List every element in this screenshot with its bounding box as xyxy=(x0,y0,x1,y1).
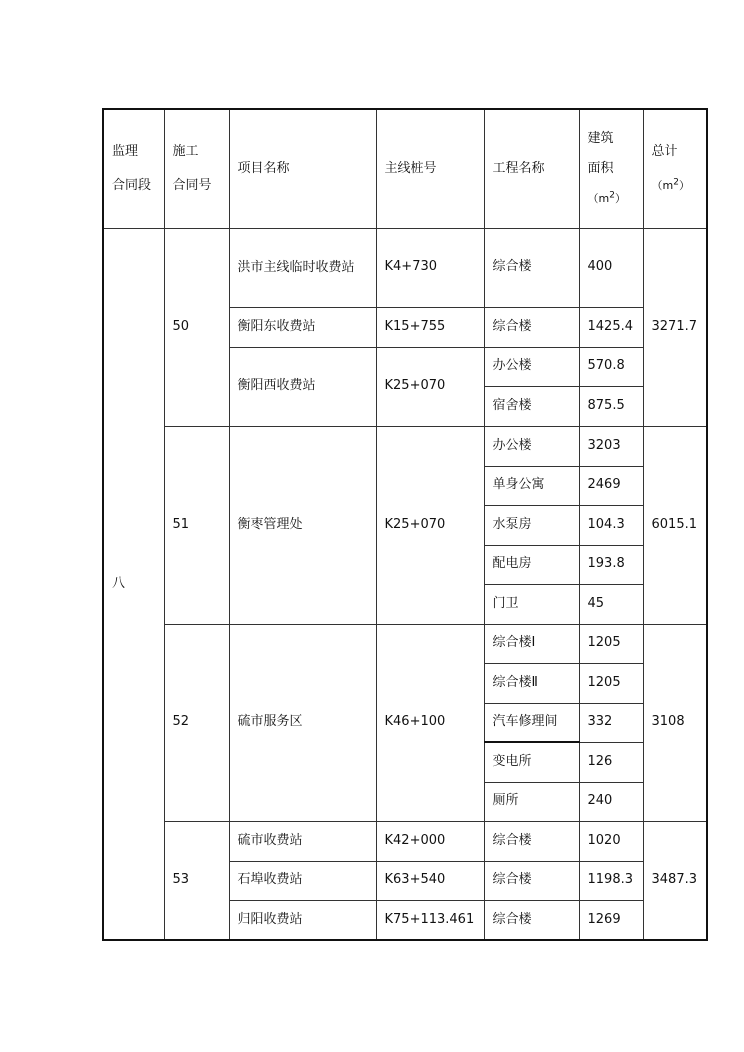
project-name: 硫市服务区 xyxy=(229,624,376,821)
area: 1269 xyxy=(579,900,643,940)
project-name: 洪市主线临时收费站 xyxy=(229,228,376,307)
header-area-line1: 建筑 xyxy=(587,130,614,146)
area: 400 xyxy=(579,228,643,307)
header-total-unit-exp: 2 xyxy=(673,177,679,188)
header-area-unit-close: ） xyxy=(614,191,626,205)
header-contract-line1: 施工 xyxy=(172,143,199,159)
work-name: 综合楼 xyxy=(484,307,579,347)
header-project: 项目名称 xyxy=(229,109,376,228)
header-total xyxy=(643,109,707,228)
area: 3203 xyxy=(579,426,643,466)
contract-total: 3108 xyxy=(643,624,707,821)
header-row xyxy=(103,109,707,228)
project-name: 石埠收费站 xyxy=(229,861,376,900)
table-row xyxy=(103,426,707,466)
work-name: 汽车修理间 xyxy=(484,703,579,742)
header-area-line2: 面积 xyxy=(587,160,614,176)
area: 126 xyxy=(579,742,643,782)
header-contract xyxy=(164,109,229,228)
area: 45 xyxy=(579,584,643,624)
area: 240 xyxy=(579,782,643,821)
work-name: 综合楼Ⅱ xyxy=(484,663,579,703)
station: K4+730 xyxy=(376,228,484,307)
header-segment-line1: 监理 xyxy=(112,143,139,159)
header-area-unit-exp: 2 xyxy=(609,190,615,201)
station: K42+000 xyxy=(376,821,484,861)
work-name: 变电所 xyxy=(484,742,579,782)
table-row xyxy=(103,228,707,307)
header-total-unit-close: ） xyxy=(678,178,690,192)
area: 570.8 xyxy=(579,347,643,386)
segment-cell: 八 xyxy=(103,228,164,940)
table-row xyxy=(103,821,707,861)
project-name: 硫市收费站 xyxy=(229,821,376,861)
header-segment xyxy=(103,109,164,228)
area: 1205 xyxy=(579,624,643,663)
header-work: 工程名称 xyxy=(484,109,579,228)
work-name: 单身公寓 xyxy=(484,466,579,505)
contract-no: 51 xyxy=(164,426,229,624)
work-name: 办公楼 xyxy=(484,347,579,386)
work-name: 宿舍楼 xyxy=(484,386,579,426)
area: 1425.4 xyxy=(579,307,643,347)
station: K46+100 xyxy=(376,624,484,821)
header-contract-line2: 合同号 xyxy=(172,177,212,193)
station: K63+540 xyxy=(376,861,484,900)
station: K25+070 xyxy=(376,426,484,624)
header-total-unit xyxy=(652,179,690,192)
contract-total: 3487.3 xyxy=(643,821,707,940)
table-row xyxy=(103,624,707,663)
contract-no: 50 xyxy=(164,228,229,426)
construction-table xyxy=(102,108,708,941)
project-name: 归阳收费站 xyxy=(229,900,376,940)
work-name: 办公楼 xyxy=(484,426,579,466)
area: 1198.3 xyxy=(579,861,643,900)
project-name: 衡枣管理处 xyxy=(229,426,376,624)
work-name: 门卫 xyxy=(484,584,579,624)
contract-no: 53 xyxy=(164,821,229,940)
header-area-unit-base: （m xyxy=(587,191,610,205)
area: 332 xyxy=(579,703,643,742)
area: 2469 xyxy=(579,466,643,505)
area: 1020 xyxy=(579,821,643,861)
work-name: 配电房 xyxy=(484,545,579,584)
header-area-unit xyxy=(588,192,626,205)
work-name: 厕所 xyxy=(484,782,579,821)
work-name: 综合楼 xyxy=(484,821,579,861)
contract-total: 6015.1 xyxy=(643,426,707,624)
contract-no: 52 xyxy=(164,624,229,821)
area: 1205 xyxy=(579,663,643,703)
header-area xyxy=(579,109,643,228)
work-name: 综合楼 xyxy=(484,228,579,307)
work-name: 水泵房 xyxy=(484,505,579,545)
work-name: 综合楼Ⅰ xyxy=(484,624,579,663)
station: K75+113.461 xyxy=(376,900,484,940)
work-name: 综合楼 xyxy=(484,900,579,940)
project-name: 衡阳西收费站 xyxy=(229,347,376,426)
header-total-unit-base: （m xyxy=(651,178,674,192)
station: K15+755 xyxy=(376,307,484,347)
area: 193.8 xyxy=(579,545,643,584)
header-total-line1: 总计 xyxy=(651,143,678,159)
station: K25+070 xyxy=(376,347,484,426)
contract-total: 3271.7 xyxy=(643,228,707,426)
header-station: 主线桩号 xyxy=(376,109,484,228)
area: 875.5 xyxy=(579,386,643,426)
work-name: 综合楼 xyxy=(484,861,579,900)
header-segment-line2: 合同段 xyxy=(112,177,152,193)
area: 104.3 xyxy=(579,505,643,545)
project-name: 衡阳东收费站 xyxy=(229,307,376,347)
